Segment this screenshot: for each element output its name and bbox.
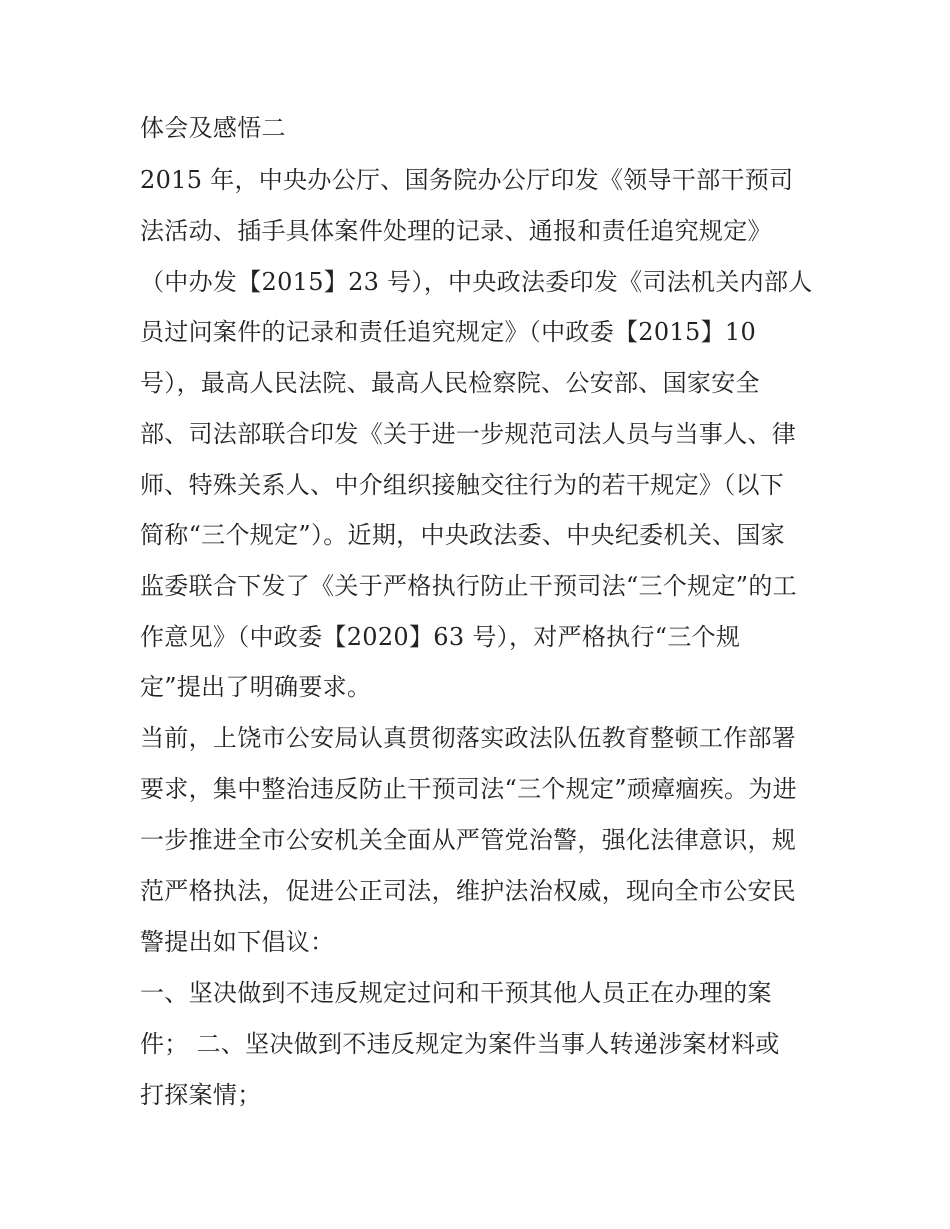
paragraph-1-line-2: 法活动、插手具体案件处理的记录、通报和责任追究规定》 bbox=[140, 217, 772, 245]
paragraph-2-line-3: 一步推进全市公安机关全面从严管党治警，强化法律意识，规 bbox=[140, 826, 797, 854]
paragraph-3-line-3: 打探案情； bbox=[140, 1081, 262, 1109]
paragraph-1-line-6: 部、司法部联合印发《关于进一步规范司法人员与当事人、律 bbox=[140, 420, 797, 448]
paragraph-2-line-2: 要求，集中整治违反防止干预司法“三个规定”顽瘴痼疾。为进 bbox=[140, 775, 797, 803]
paragraph-1-line-8: 简称“三个规定”）。近期，中央政法委、中央纪委机关、国家 bbox=[140, 521, 785, 549]
paragraph-2-line-4: 范严格执法，促进公正司法，维护法治权威，现向全市公安民 bbox=[140, 877, 797, 905]
paragraph-1-line-7: 师、特殊关系人、中介组织接触交往行为的若干规定》（以下 bbox=[140, 471, 785, 499]
paragraph-2-line-5: 警提出如下倡议： bbox=[140, 928, 335, 956]
paragraph-1-line-10: 作意见》（中政委【2020】63 号），对严格执行“三个规 bbox=[140, 623, 741, 651]
document-heading: 体会及感悟二 bbox=[140, 114, 286, 142]
paragraph-1-line-1: 2015 年，中央办公厅、国务院办公厅印发《领导干部干预司 bbox=[140, 166, 794, 194]
paragraph-1-line-5: 号），最高人民法院、最高人民检察院、公安部、国家安全 bbox=[140, 369, 760, 397]
paragraph-1-line-3: （中办发【2015】23 号），中央政法委印发《司法机关内部人 bbox=[140, 268, 813, 296]
paragraph-2-line-1: 当前，上饶市公安局认真贯彻落实政法队伍教育整顿工作部署 bbox=[140, 724, 797, 752]
paragraph-1-line-11: 定”提出了明确要求。 bbox=[140, 673, 372, 701]
paragraph-1-line-4: 员过问案件的记录和责任追究规定》（中政委【2015】10 bbox=[140, 318, 757, 346]
paragraph-1-line-9: 监委联合下发了《关于严格执行防止干预司法“三个规定”的工 bbox=[140, 572, 797, 600]
paragraph-3-line-1: 一、坚决做到不违反规定过问和干预其他人员正在办理的案 bbox=[140, 979, 772, 1007]
paragraph-3-line-2: 件； 二、坚决做到不违反规定为案件当事人转递涉案材料或 bbox=[140, 1030, 780, 1058]
